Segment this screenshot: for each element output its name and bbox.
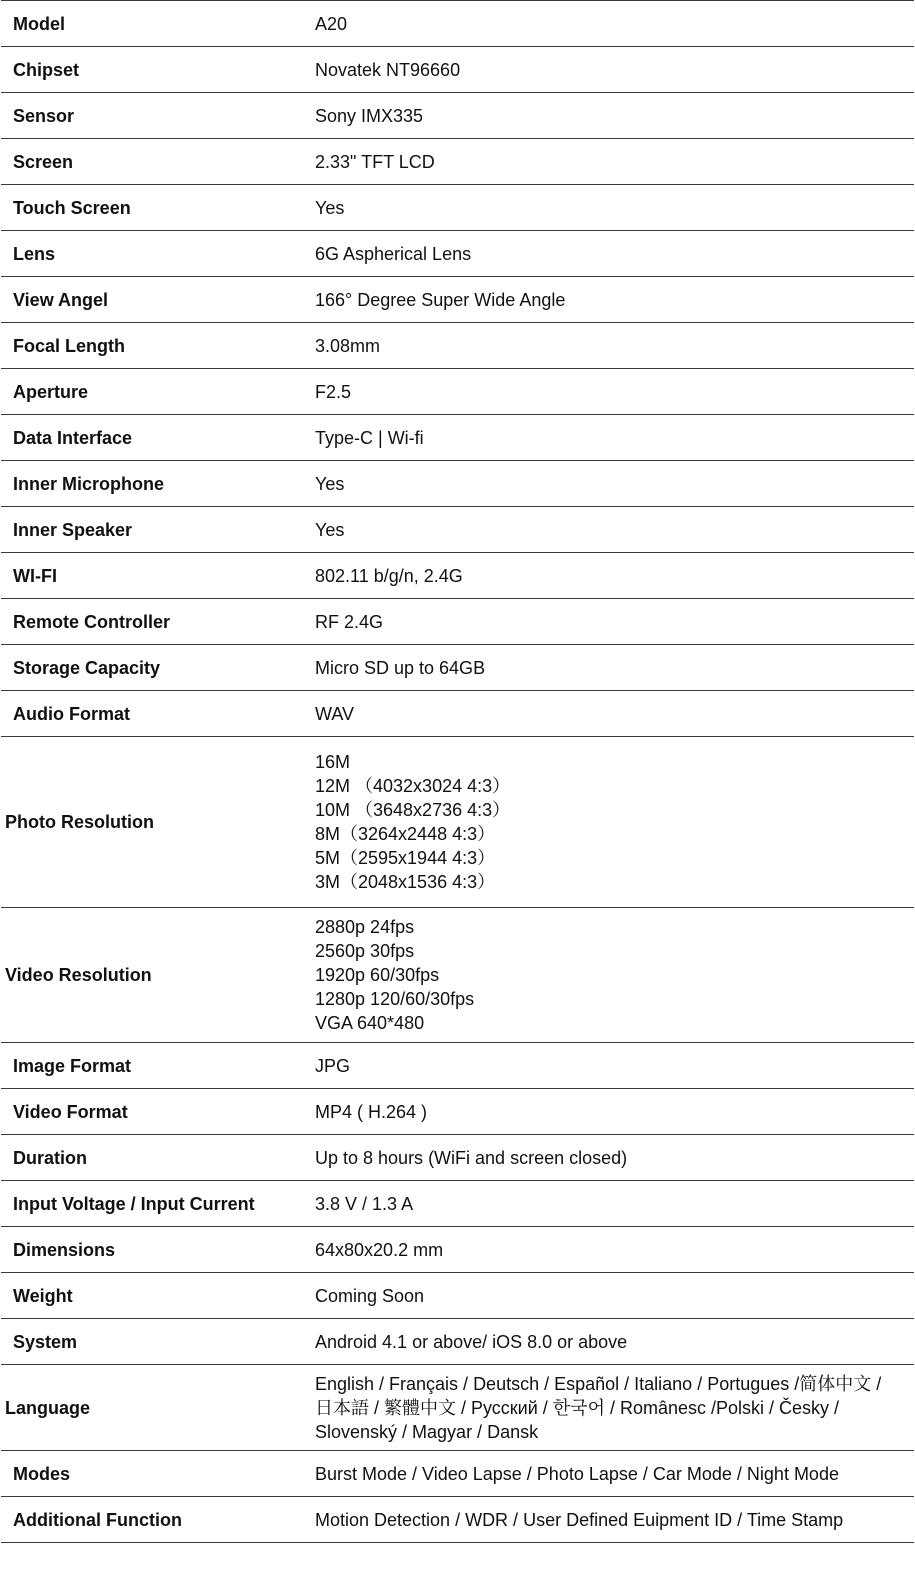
spec-label: Screen <box>13 151 74 172</box>
spec-row-lens <box>1 231 914 277</box>
spec-row-inner-microphone <box>1 461 914 507</box>
spec-row-focal-length <box>1 323 914 369</box>
spec-row-chipset <box>1 47 914 93</box>
spec-label: Video Resolution <box>5 965 152 985</box>
spec-value <box>302 1365 914 1451</box>
spec-value-line: Motion Detection / WDR / User Defined Euipment ID / Time Stamp <box>315 1509 844 1530</box>
spec-value-line: 64x80x20.2 mm <box>315 1239 444 1260</box>
spec-value-line: Android 4.1 or above/ iOS 8.0 or above <box>315 1331 628 1352</box>
spec-value <box>302 1227 914 1273</box>
spec-value-line: MP4 ( H.264 ) <box>315 1101 428 1122</box>
spec-label: Storage Capacity <box>13 657 161 678</box>
spec-label: Touch Screen <box>13 197 131 218</box>
spec-row-input-voltage <box>1 1181 914 1227</box>
spec-row-video-format <box>1 1089 914 1135</box>
spec-row-storage-capacity <box>1 645 914 691</box>
spec-value-line: Coming Soon <box>315 1285 425 1306</box>
spec-value-line: JPG <box>315 1055 351 1076</box>
spec-table <box>1 0 914 1543</box>
spec-row-system <box>1 1319 914 1365</box>
spec-label: Data Interface <box>13 427 133 448</box>
spec-value <box>302 415 914 461</box>
spec-value <box>302 1181 914 1227</box>
spec-row-photo-resolution <box>1 737 914 908</box>
spec-label: Weight <box>13 1285 73 1306</box>
spec-label: Input Voltage / Input Current <box>13 1193 255 1214</box>
spec-row-wifi <box>1 553 914 599</box>
spec-row-remote-controller <box>1 599 914 645</box>
spec-value <box>302 1135 914 1181</box>
spec-value-line: Sony IMX335 <box>315 105 424 126</box>
spec-value <box>302 369 914 415</box>
spec-value-line: RF 2.4G <box>315 611 384 632</box>
spec-value-line: 802.11 b/g/n, 2.4G <box>315 565 463 586</box>
spec-row-audio-format <box>1 691 914 737</box>
spec-row-modes <box>1 1451 914 1497</box>
spec-value-line: 2560p 30fps <box>315 941 415 961</box>
spec-row-model <box>1 1 914 47</box>
spec-value-line: Micro SD up to 64GB <box>315 657 486 678</box>
spec-value-line: Yes <box>315 473 345 494</box>
spec-row-language <box>1 1365 914 1451</box>
spec-label: Inner Microphone <box>13 473 165 494</box>
spec-row-inner-speaker <box>1 507 914 553</box>
spec-label: Aperture <box>13 381 89 402</box>
spec-row-screen <box>1 139 914 185</box>
spec-value-line: 1280p 120/60/30fps <box>315 989 475 1009</box>
spec-label: System <box>13 1331 78 1352</box>
spec-value <box>302 1497 914 1543</box>
spec-value <box>302 1043 914 1089</box>
spec-label: Modes <box>13 1463 71 1484</box>
spec-label: View Angel <box>13 289 109 310</box>
spec-value-line: WAV <box>315 703 354 724</box>
spec-label: WI-FI <box>13 565 57 586</box>
spec-label: Remote Controller <box>13 611 171 632</box>
spec-value <box>302 645 914 691</box>
spec-value <box>302 691 914 737</box>
spec-value <box>302 461 914 507</box>
spec-row-data-interface <box>1 415 914 461</box>
spec-value-line: 6G Aspherical Lens <box>315 243 472 264</box>
spec-value <box>302 1 914 47</box>
spec-value <box>302 553 914 599</box>
spec-label: Dimensions <box>13 1239 116 1260</box>
spec-row-sensor <box>1 93 914 139</box>
spec-value <box>302 139 914 185</box>
spec-label: Sensor <box>13 105 75 126</box>
spec-row-dimensions <box>1 1227 914 1273</box>
spec-label: Focal Length <box>13 335 125 356</box>
spec-value-line: Yes <box>315 519 345 540</box>
spec-value <box>302 737 914 908</box>
spec-label: Audio Format <box>13 703 130 724</box>
spec-value <box>302 1319 914 1365</box>
spec-value-line: 12M （4032x3024 4:3） <box>315 776 511 796</box>
spec-value-line: Slovenský / Magyar / Dansk <box>315 1421 539 1442</box>
spec-label: Model <box>13 13 65 34</box>
spec-label: Image Format <box>13 1055 132 1076</box>
spec-value-line: 2.33" TFT LCD <box>315 151 435 172</box>
spec-row-weight <box>1 1273 914 1319</box>
spec-value-line: Up to 8 hours (WiFi and screen closed) <box>315 1147 628 1168</box>
spec-value <box>302 1089 914 1135</box>
spec-label: Video Format <box>13 1101 128 1122</box>
spec-value <box>302 507 914 553</box>
spec-label: Additional Function <box>13 1509 182 1530</box>
spec-value <box>302 599 914 645</box>
spec-value-line: Type-C | Wi-fi <box>315 427 424 448</box>
spec-row-video-resolution <box>1 908 914 1043</box>
spec-value <box>302 1273 914 1319</box>
spec-value <box>302 277 914 323</box>
spec-value-line: 3.8 V / 1.3 A <box>315 1193 414 1214</box>
spec-value-line: F2.5 <box>315 381 352 402</box>
spec-value-line: 8M（3264x2448 4:3） <box>315 824 496 844</box>
spec-value-line: A20 <box>315 13 348 34</box>
spec-value <box>302 47 914 93</box>
spec-label: Duration <box>13 1147 87 1168</box>
spec-label: Lens <box>13 243 56 264</box>
spec-value <box>302 185 914 231</box>
spec-value-line: English / Français / Deutsch / Español / Italiano / Portugues /简体中文 / <box>315 1373 882 1394</box>
spec-value-line: 16M <box>315 752 351 772</box>
spec-value-line: 10M （3648x2736 4:3） <box>315 800 511 820</box>
spec-value-line: 166° Degree Super Wide Angle <box>315 289 566 310</box>
spec-row-duration <box>1 1135 914 1181</box>
spec-label: Inner Speaker <box>13 519 133 540</box>
spec-label: Photo Resolution <box>5 812 154 832</box>
spec-value-line: 2880p 24fps <box>315 917 415 937</box>
spec-label: Chipset <box>13 59 80 80</box>
spec-value-line: 1920p 60/30fps <box>315 965 440 985</box>
spec-value <box>302 908 914 1043</box>
spec-row-image-format <box>1 1043 914 1089</box>
spec-value-line: 3.08mm <box>315 335 381 356</box>
spec-value-line: 3M（2048x1536 4:3） <box>315 872 496 892</box>
spec-value-line: 日本語 / 繁體中文 / Русский / 한국어 / Românesc /Polski / Česky / <box>315 1397 840 1418</box>
spec-value-line: Burst Mode / Video Lapse / Photo Lapse / Car Mode / Night Mode <box>315 1463 839 1484</box>
spec-row-additional-function <box>1 1497 914 1543</box>
spec-value <box>302 93 914 139</box>
spec-row-touch-screen <box>1 185 914 231</box>
spec-row-view-angel <box>1 277 914 323</box>
spec-value-line: Yes <box>315 197 345 218</box>
spec-value <box>302 231 914 277</box>
spec-value <box>302 323 914 369</box>
spec-value-line: VGA 640*480 <box>315 1013 425 1033</box>
spec-row-aperture <box>1 369 914 415</box>
spec-value-line: Novatek NT96660 <box>315 59 461 80</box>
spec-value-line: 5M（2595x1944 4:3） <box>315 848 496 868</box>
spec-value <box>302 1451 914 1497</box>
spec-label: Language <box>5 1397 91 1418</box>
